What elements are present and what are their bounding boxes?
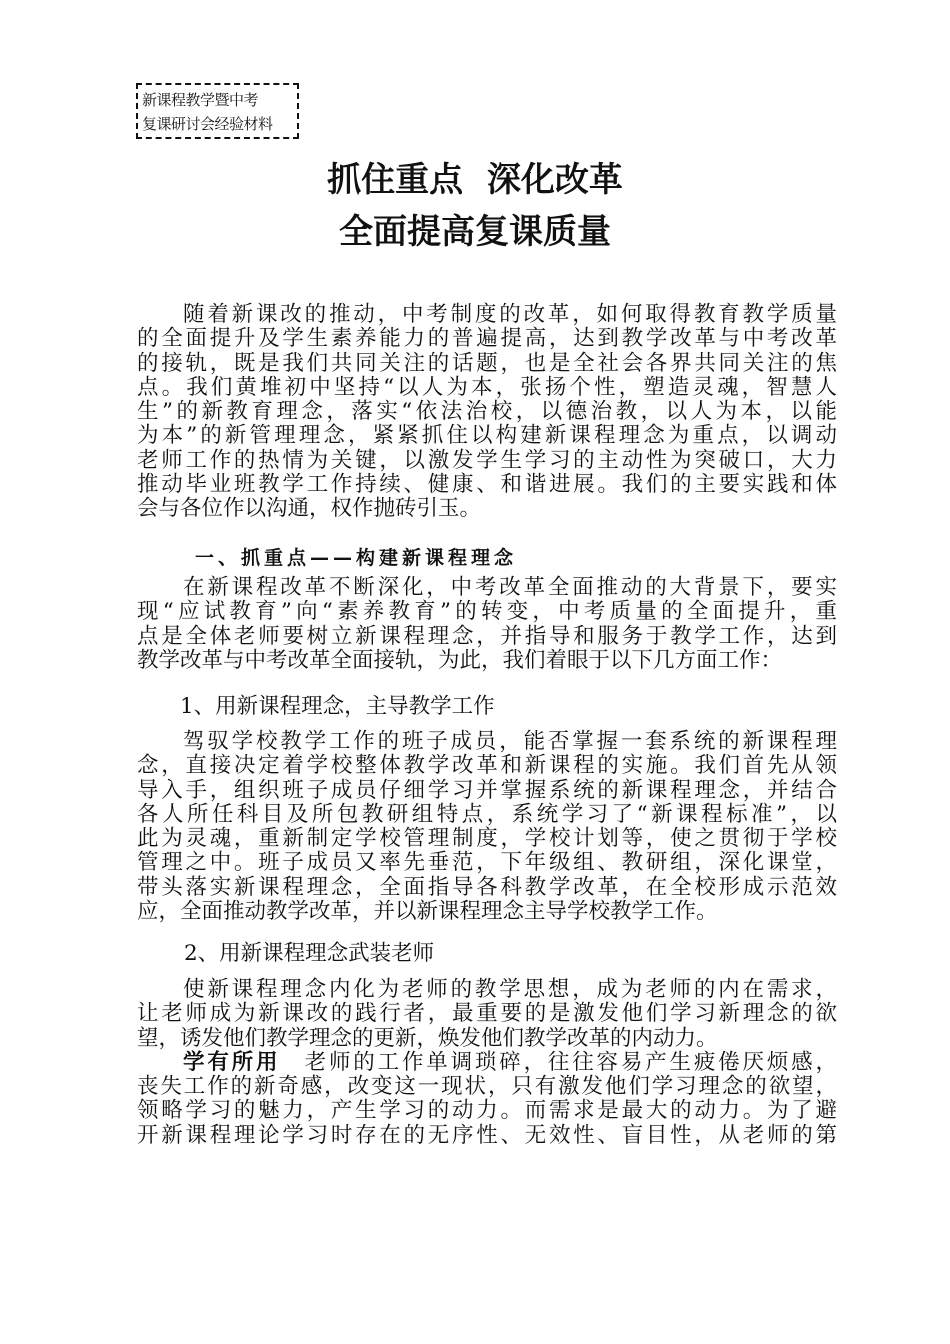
subsection-2-line: 让老师成为新课改的践行者，最重要的是激发他们学习新理念的欲 [137, 1001, 837, 1027]
intro-paragraph [137, 303, 837, 522]
document-title-line-2: 全面提高复课质量 [339, 212, 611, 252]
section-1-line: 在新课程改革不断深化，中考改革全面推动的大背景下，要实 [183, 575, 837, 600]
document-title-line-1: 抓住重点 深化改革 [327, 160, 623, 200]
subsection-1-line: 导入手，组织班子成员仔细学习并掌握系统的新课程理念，并结合 [137, 777, 837, 803]
intro-line: 会与各位作以沟通，权作抛砖引玉。 [137, 496, 482, 522]
section-1-line: 现“应试教育”向“素养教育”的转变，中考质量的全面提升，重 [137, 599, 837, 625]
intro-line: 的接轨，既是我们共同关注的话题，也是全社会各界共同关注的焦 [137, 350, 837, 376]
subsection-2-lead-continuation: 老师的工作单调琐碎，往往容易产生疲倦厌烦感， [304, 1049, 837, 1075]
document-stamp [136, 83, 299, 139]
subsection-1-line: 管理之中。班子成员又率先垂范，下年级组、教研组，深化课堂， [137, 850, 837, 876]
subsection-2-line: 领略学习的魅力，产生学习的动力。而需求是最大的动力。为了避 [137, 1098, 837, 1124]
subsection-2-heading: 2、用新课程理念武装老师 [184, 941, 435, 966]
subsection-1-heading: 1、用新课程理念，主导教学工作 [180, 694, 495, 719]
subsection-1-line: 应，全面推动教学改革，并以新课程理念主导学校教学工作。 [137, 899, 718, 925]
intro-line: 生”的新教育理念，落实“依法治校，以德治教，以人为本，以能 [137, 399, 837, 425]
subsection-2-line: 丧失工作的新奇感，改变这一现状，只有激发他们学习理念的欲望， [137, 1074, 837, 1100]
section-1-line: 教学改革与中考改革全面接轨，为此，我们着眼于以下几方面工作： [137, 647, 783, 673]
stamp-line-2: 复课研讨会经验材料 [142, 115, 273, 133]
subsection-2-line [137, 1051, 837, 1075]
subsection-1-paragraph [137, 730, 837, 924]
bold-lead-text: 学有所用 [183, 1049, 281, 1075]
intro-line: 随着新课改的推动，中考制度的改革，如何取得教育教学质量 [183, 302, 837, 327]
section-1-heading: 一、抓重点——构建新课程理念 [195, 547, 518, 569]
intro-line: 推动毕业班教学工作持续、健康、和谐进展。我们的主要实践和体 [137, 472, 837, 498]
subsection-1-line: 念，直接决定着学校整体教学改革和新课程的实施。我们首先从领 [137, 753, 837, 779]
subsection-1-line: 驾驭学校教学工作的班子成员，能否掌握一套系统的新课程理 [183, 729, 837, 754]
section-1-line: 点是全体老师要树立新课程理念，并指导和服务于教学工作，达到 [137, 623, 837, 649]
subsection-1-line: 此为灵魂，重新制定学校管理制度，学校计划等，使之贯彻于学校 [137, 826, 837, 852]
intro-line: 的全面提升及学生素养能力的普遍提高，达到教学改革与中考改革 [137, 326, 837, 352]
subsection-2-paragraph [137, 978, 837, 1148]
subsection-2-line: 望，诱发他们教学理念的更新，焕发他们教学改革的内动力。 [137, 1025, 718, 1051]
subsection-1-line: 带头落实新课程理念，全面指导各科教学改革，在全校形成示范效 [137, 874, 837, 900]
intro-line: 老师工作的热情为关键，以激发学生学习的主动性为突破口，大力 [137, 447, 837, 473]
subsection-2-line: 使新课程理念内化为老师的教学思想，成为老师的内在需求， [183, 977, 837, 1002]
intro-line: 点。我们黄堆初中坚持“以人为本，张扬个性，塑造灵魂，智慧人 [137, 374, 837, 400]
section-1-paragraph [137, 576, 837, 673]
subsection-1-line: 各人所任科目及所包教研组特点，系统学习了“新课程标准”，以 [137, 801, 837, 827]
subsection-2-line: 开新课程理论学习时存在的无序性、无效性、盲目性，从老师的第 [137, 1122, 837, 1148]
intro-line: 为本”的新管理理念，紧紧抓住以构建新课程理念为重点，以调动 [137, 423, 837, 449]
stamp-line-1: 新课程教学暨中考 [142, 91, 259, 109]
